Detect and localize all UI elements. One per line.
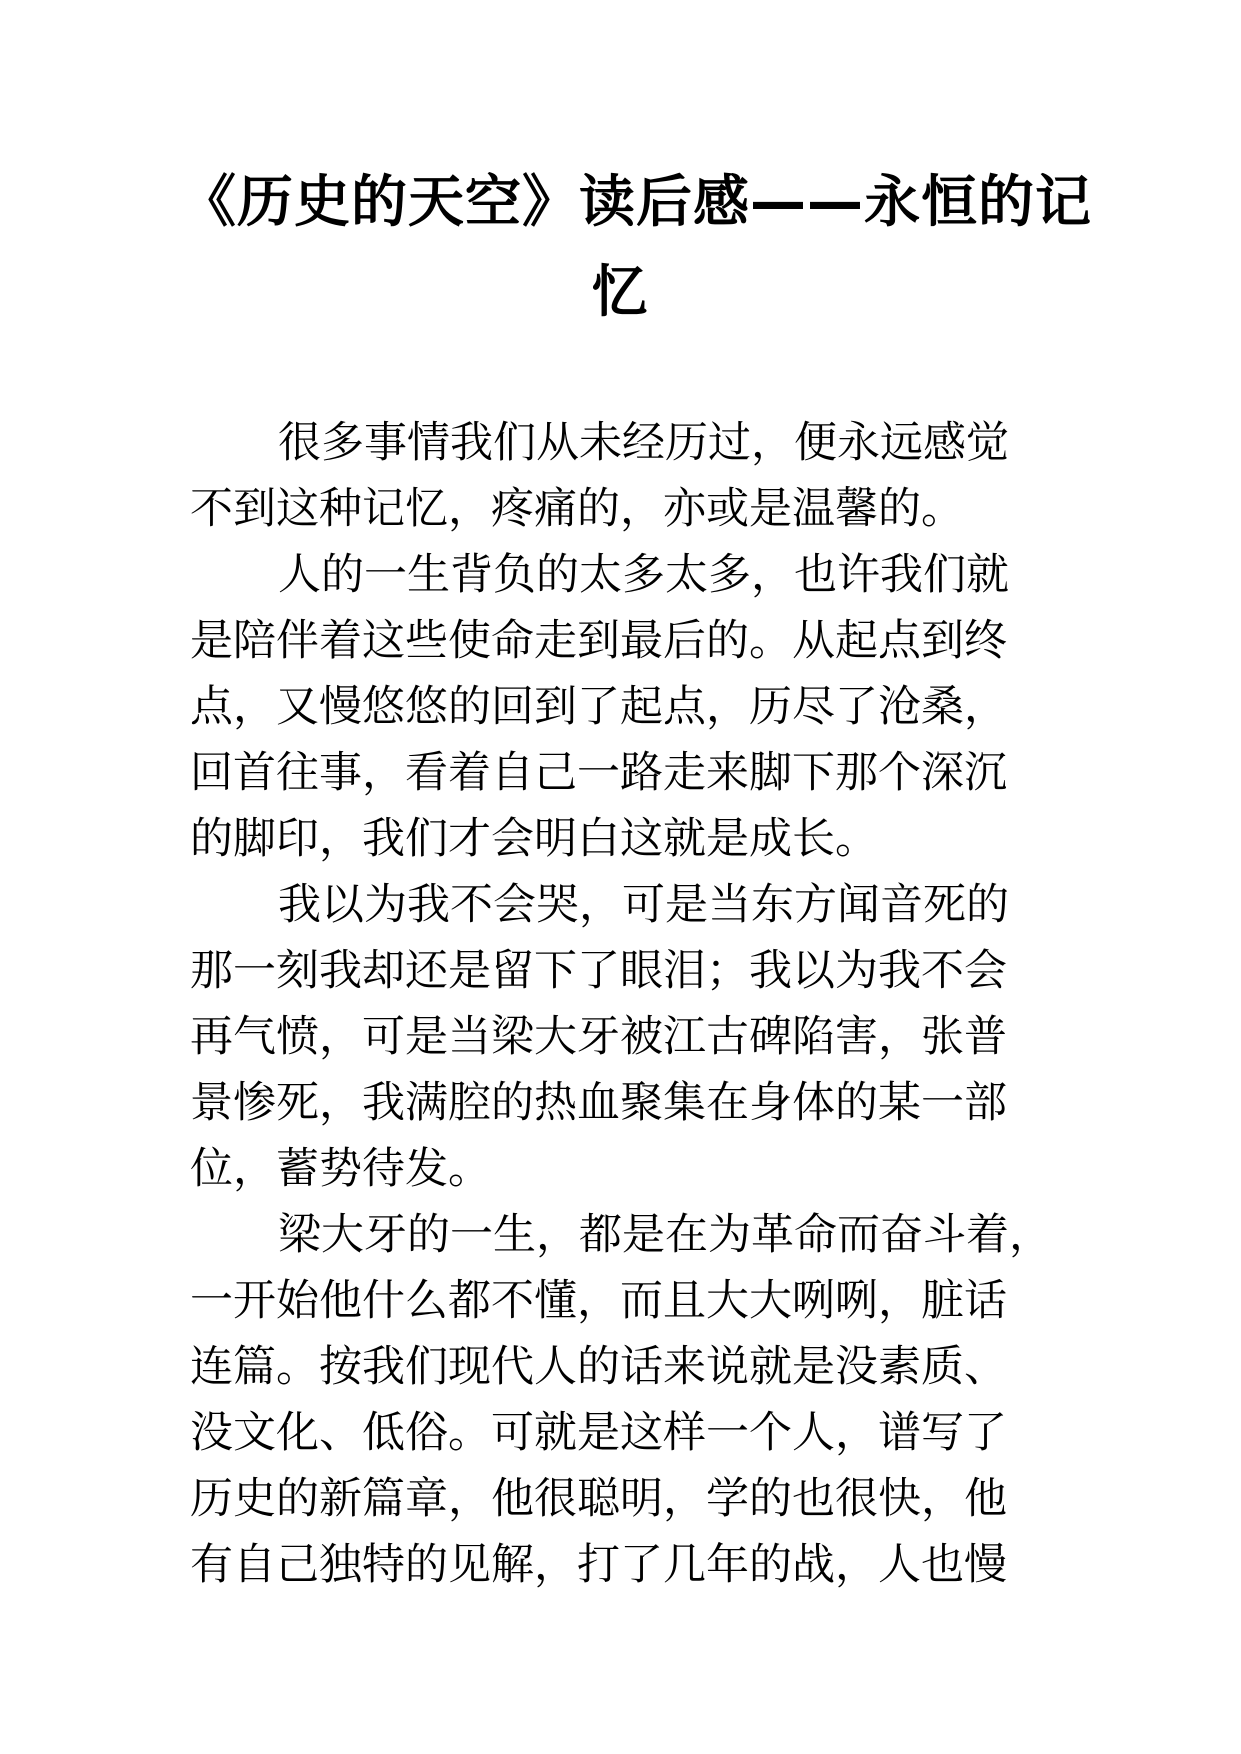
text-line: 一开始他什么都不懂，而且大大咧咧，脏话 — [190, 1276, 1007, 1326]
body-text — [190, 410, 1070, 1598]
text-line: 历史的新篇章，他很聪明，学的也很快，他 — [190, 1474, 1007, 1524]
text-line: 我以为我不会哭，可是当东方闻音死的 — [278, 880, 1009, 930]
title-line-1: 《历史的天空》读后感——永恒的记 — [180, 170, 1092, 235]
text-line: 位，蓄势待发。 — [190, 1144, 491, 1194]
text-line: 有自己独特的见解，打了几年的战，人也慢 — [190, 1540, 1007, 1590]
text-line: 点，又慢悠悠的回到了起点，历尽了沧桑， — [190, 682, 1007, 732]
text-line: 景惨死，我满腔的热血聚集在身体的某一部 — [190, 1078, 1007, 1128]
text-line: 很多事情我们从未经历过，便永远感觉 — [278, 418, 1009, 468]
text-line: 的脚印，我们才会明白这就是成长。 — [190, 814, 878, 864]
text-line: 再气愤，可是当梁大牙被江古碑陷害，张普 — [190, 1012, 1007, 1062]
text-line: 人的一生背负的太多太多，也许我们就 — [278, 550, 1009, 600]
text-line: 没文化、低俗。可就是这样一个人，谱写了 — [190, 1408, 1007, 1458]
text-line: 连篇。按我们现代人的话来说就是没素质、 — [190, 1342, 1007, 1392]
text-line: 不到这种记忆，疼痛的，亦或是温馨的。 — [190, 484, 964, 534]
text-line: 回首往事，看着自己一路走来脚下那个深沉 — [190, 748, 1007, 798]
text-line: 是陪伴着这些使命走到最后的。从起点到终 — [190, 616, 1007, 666]
text-line: 梁大牙的一生，都是在为革命而奋斗着， — [278, 1210, 1052, 1260]
page-title — [180, 158, 1092, 338]
title-line-2: 忆 — [591, 260, 649, 325]
text-line: 那一刻我却还是留下了眼泪；我以为我不会 — [190, 946, 1007, 996]
